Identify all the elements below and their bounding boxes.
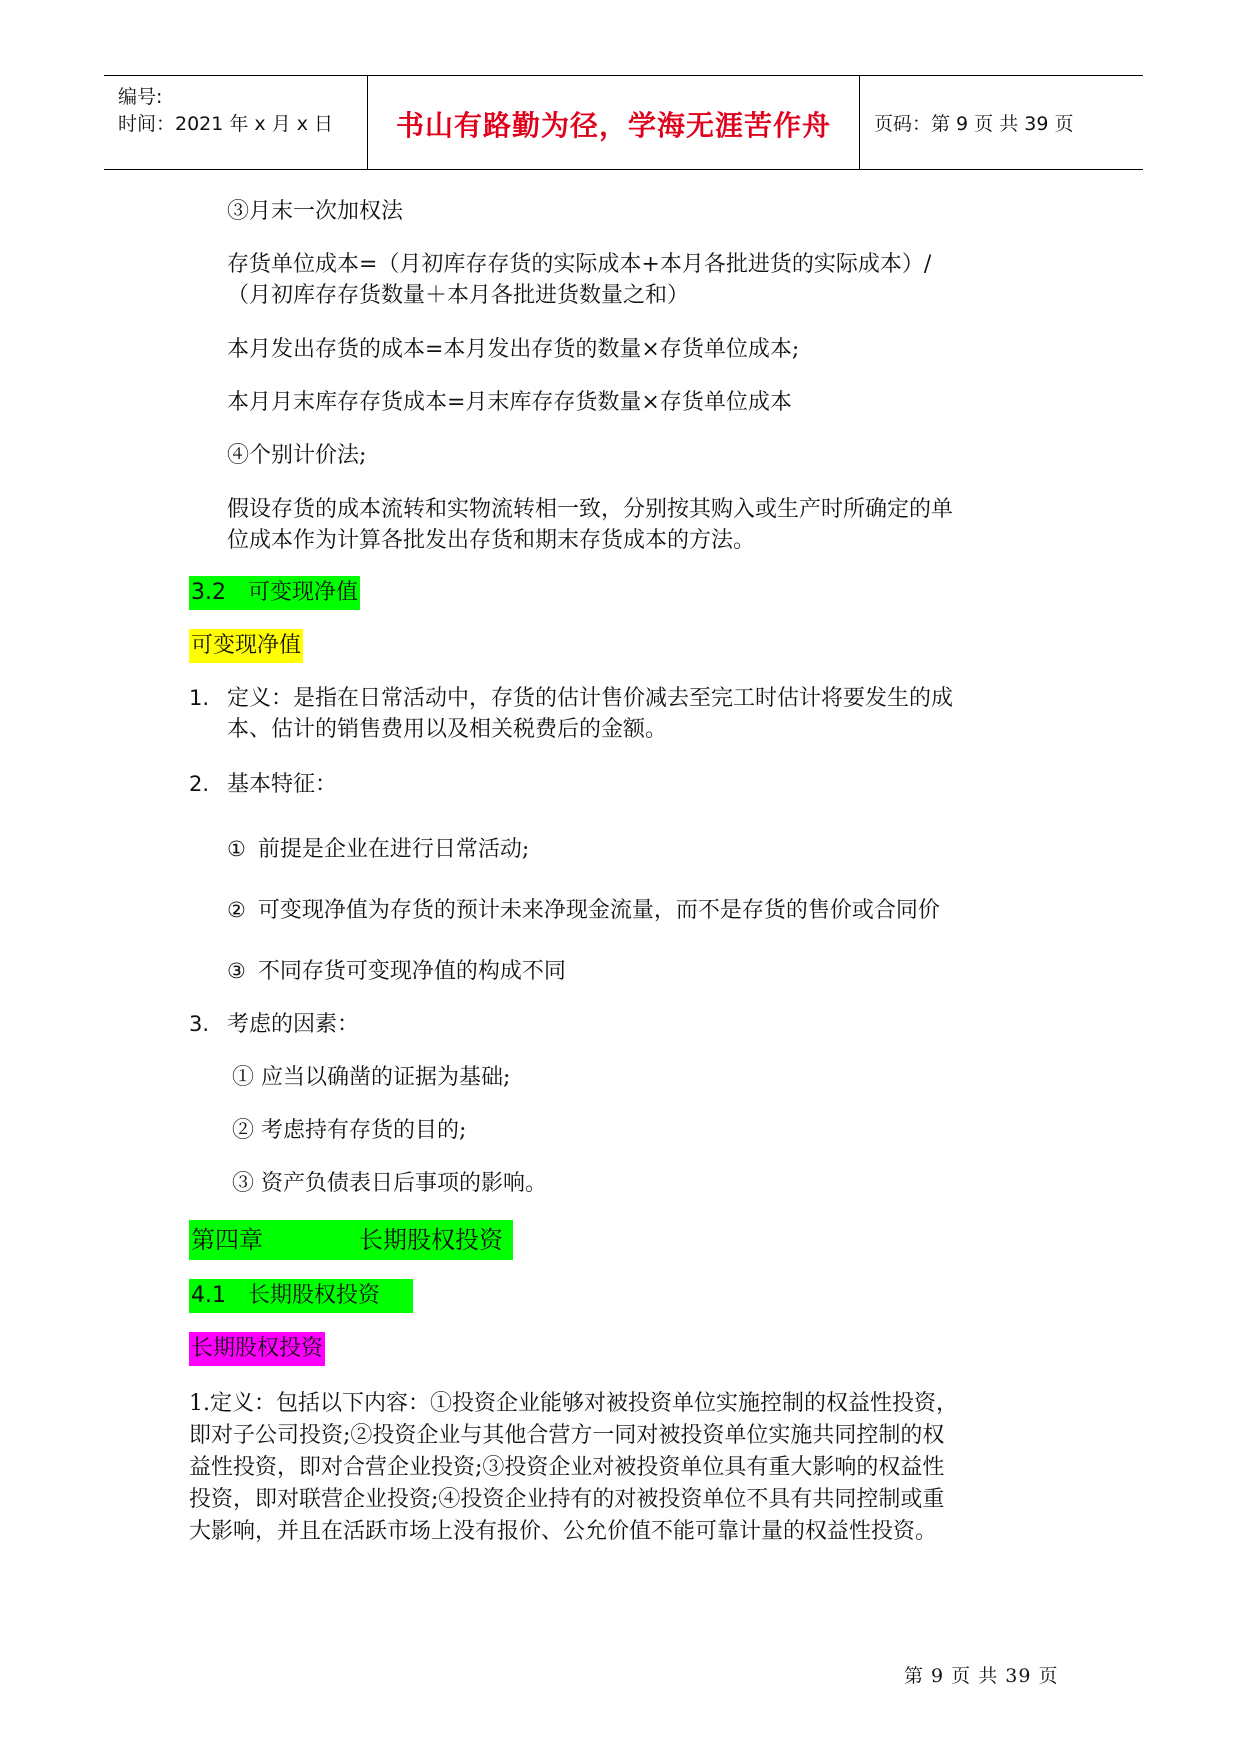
serial-label: 编号: bbox=[118, 86, 163, 108]
list-number-1: 1. bbox=[189, 686, 210, 710]
formula-unit-cost-line1: 存货单位成本=（月初库存存货的实际成本+本月各批进货的实际成本）/ bbox=[227, 252, 932, 277]
header-page-cell bbox=[860, 76, 1143, 169]
paragraph-specific-identification: ④个别计价法; bbox=[227, 443, 367, 468]
list-item bbox=[227, 893, 940, 924]
factor-item-2: ② 考虑持有存货的目的; bbox=[232, 1118, 467, 1143]
list-number-3: 3. bbox=[189, 1012, 210, 1036]
item-marker: ② bbox=[227, 898, 246, 922]
list-item bbox=[227, 832, 529, 863]
paragraph-assumption-line2: 位成本作为计算各批发出存货和期末存货成本的方法。 bbox=[227, 528, 756, 553]
item-marker: ③ bbox=[227, 959, 246, 983]
paragraph-weighted-average: ③月末一次加权法 bbox=[227, 199, 404, 224]
formula-unit-cost-line2: （月初库存存货数量＋本月各批进货数量之和） bbox=[227, 283, 690, 308]
item-text: 不同存货可变现净值的构成不同 bbox=[257, 959, 566, 984]
factor-item-3: ③ 资产负债表日后事项的影响。 bbox=[232, 1171, 547, 1196]
lti-definition-line5: 大影响，并且在活跃市场上没有报价、公允价值不能可靠计量的权益性投资。 bbox=[189, 1519, 938, 1544]
definition-line2: 本、估计的销售费用以及相关税费后的金额。 bbox=[227, 717, 668, 742]
highlight-tag-lti: 长期股权投资 bbox=[189, 1332, 325, 1366]
time-label: 时间：2021 年 x 月 x 日 bbox=[118, 113, 334, 135]
factors-heading: 考虑的因素： bbox=[227, 1012, 360, 1037]
lti-definition-line1: 1.定义：包括以下内容：①投资企业能够对被投资单位实施控制的权益性投资， bbox=[189, 1391, 958, 1416]
lti-definition-line3: 益性投资，即对合营企业投资;③投资企业对被投资单位具有重大影响的权益性 bbox=[189, 1455, 945, 1480]
item-marker: ① bbox=[227, 837, 246, 861]
lti-definition-line4: 投资，即对联营企业投资;④投资企业持有的对被投资单位不具有共同控制或重 bbox=[189, 1487, 945, 1512]
formula-ending-cost: 本月月末库存存货成本=月末库存存货数量×存货单位成本 bbox=[227, 390, 792, 415]
highlight-tag-nrv: 可变现净值 bbox=[189, 629, 303, 663]
header-motto: 书山有路勤为径，学海无涯苦作舟 bbox=[395, 109, 831, 142]
list-number-2: 2. bbox=[189, 772, 210, 796]
section-heading-4-1: 4.1 长期股权投资 bbox=[189, 1279, 413, 1313]
definition-line1: 定义：是指在日常活动中，存货的估计售价减去至完工时估计将要发生的成 bbox=[227, 686, 954, 711]
header-motto-cell bbox=[368, 76, 860, 169]
formula-issued-cost: 本月发出存货的成本=本月发出存货的数量×存货单位成本; bbox=[227, 337, 800, 362]
page-header bbox=[104, 75, 1143, 170]
lti-definition-line2: 即对子公司投资;②投资企业与其他合营方一同对被投资单位实施共同控制的权 bbox=[189, 1423, 945, 1448]
section-heading-3-2: 3.2 可变现净值 bbox=[189, 576, 360, 610]
page-footer: 第 9 页 共 39 页 bbox=[904, 1665, 1059, 1687]
header-meta-cell bbox=[104, 76, 368, 169]
item-text: 前提是企业在进行日常活动; bbox=[257, 837, 530, 862]
chapter-heading-4: 第四章 长期股权投资 bbox=[189, 1220, 513, 1260]
basic-features-heading: 基本特征： bbox=[227, 772, 338, 797]
paragraph-assumption-line1: 假设存货的成本流转和实物流转相一致，分别按其购入或生产时所确定的单 bbox=[227, 497, 954, 522]
item-text: 可变现净值为存货的预计未来净现金流量，而不是存货的售价或合同价 bbox=[257, 898, 940, 923]
factor-item-1: ① 应当以确凿的证据为基础; bbox=[232, 1065, 511, 1090]
list-item bbox=[227, 954, 566, 985]
header-page-info: 页码：第 9 页 共 39 页 bbox=[874, 113, 1074, 135]
